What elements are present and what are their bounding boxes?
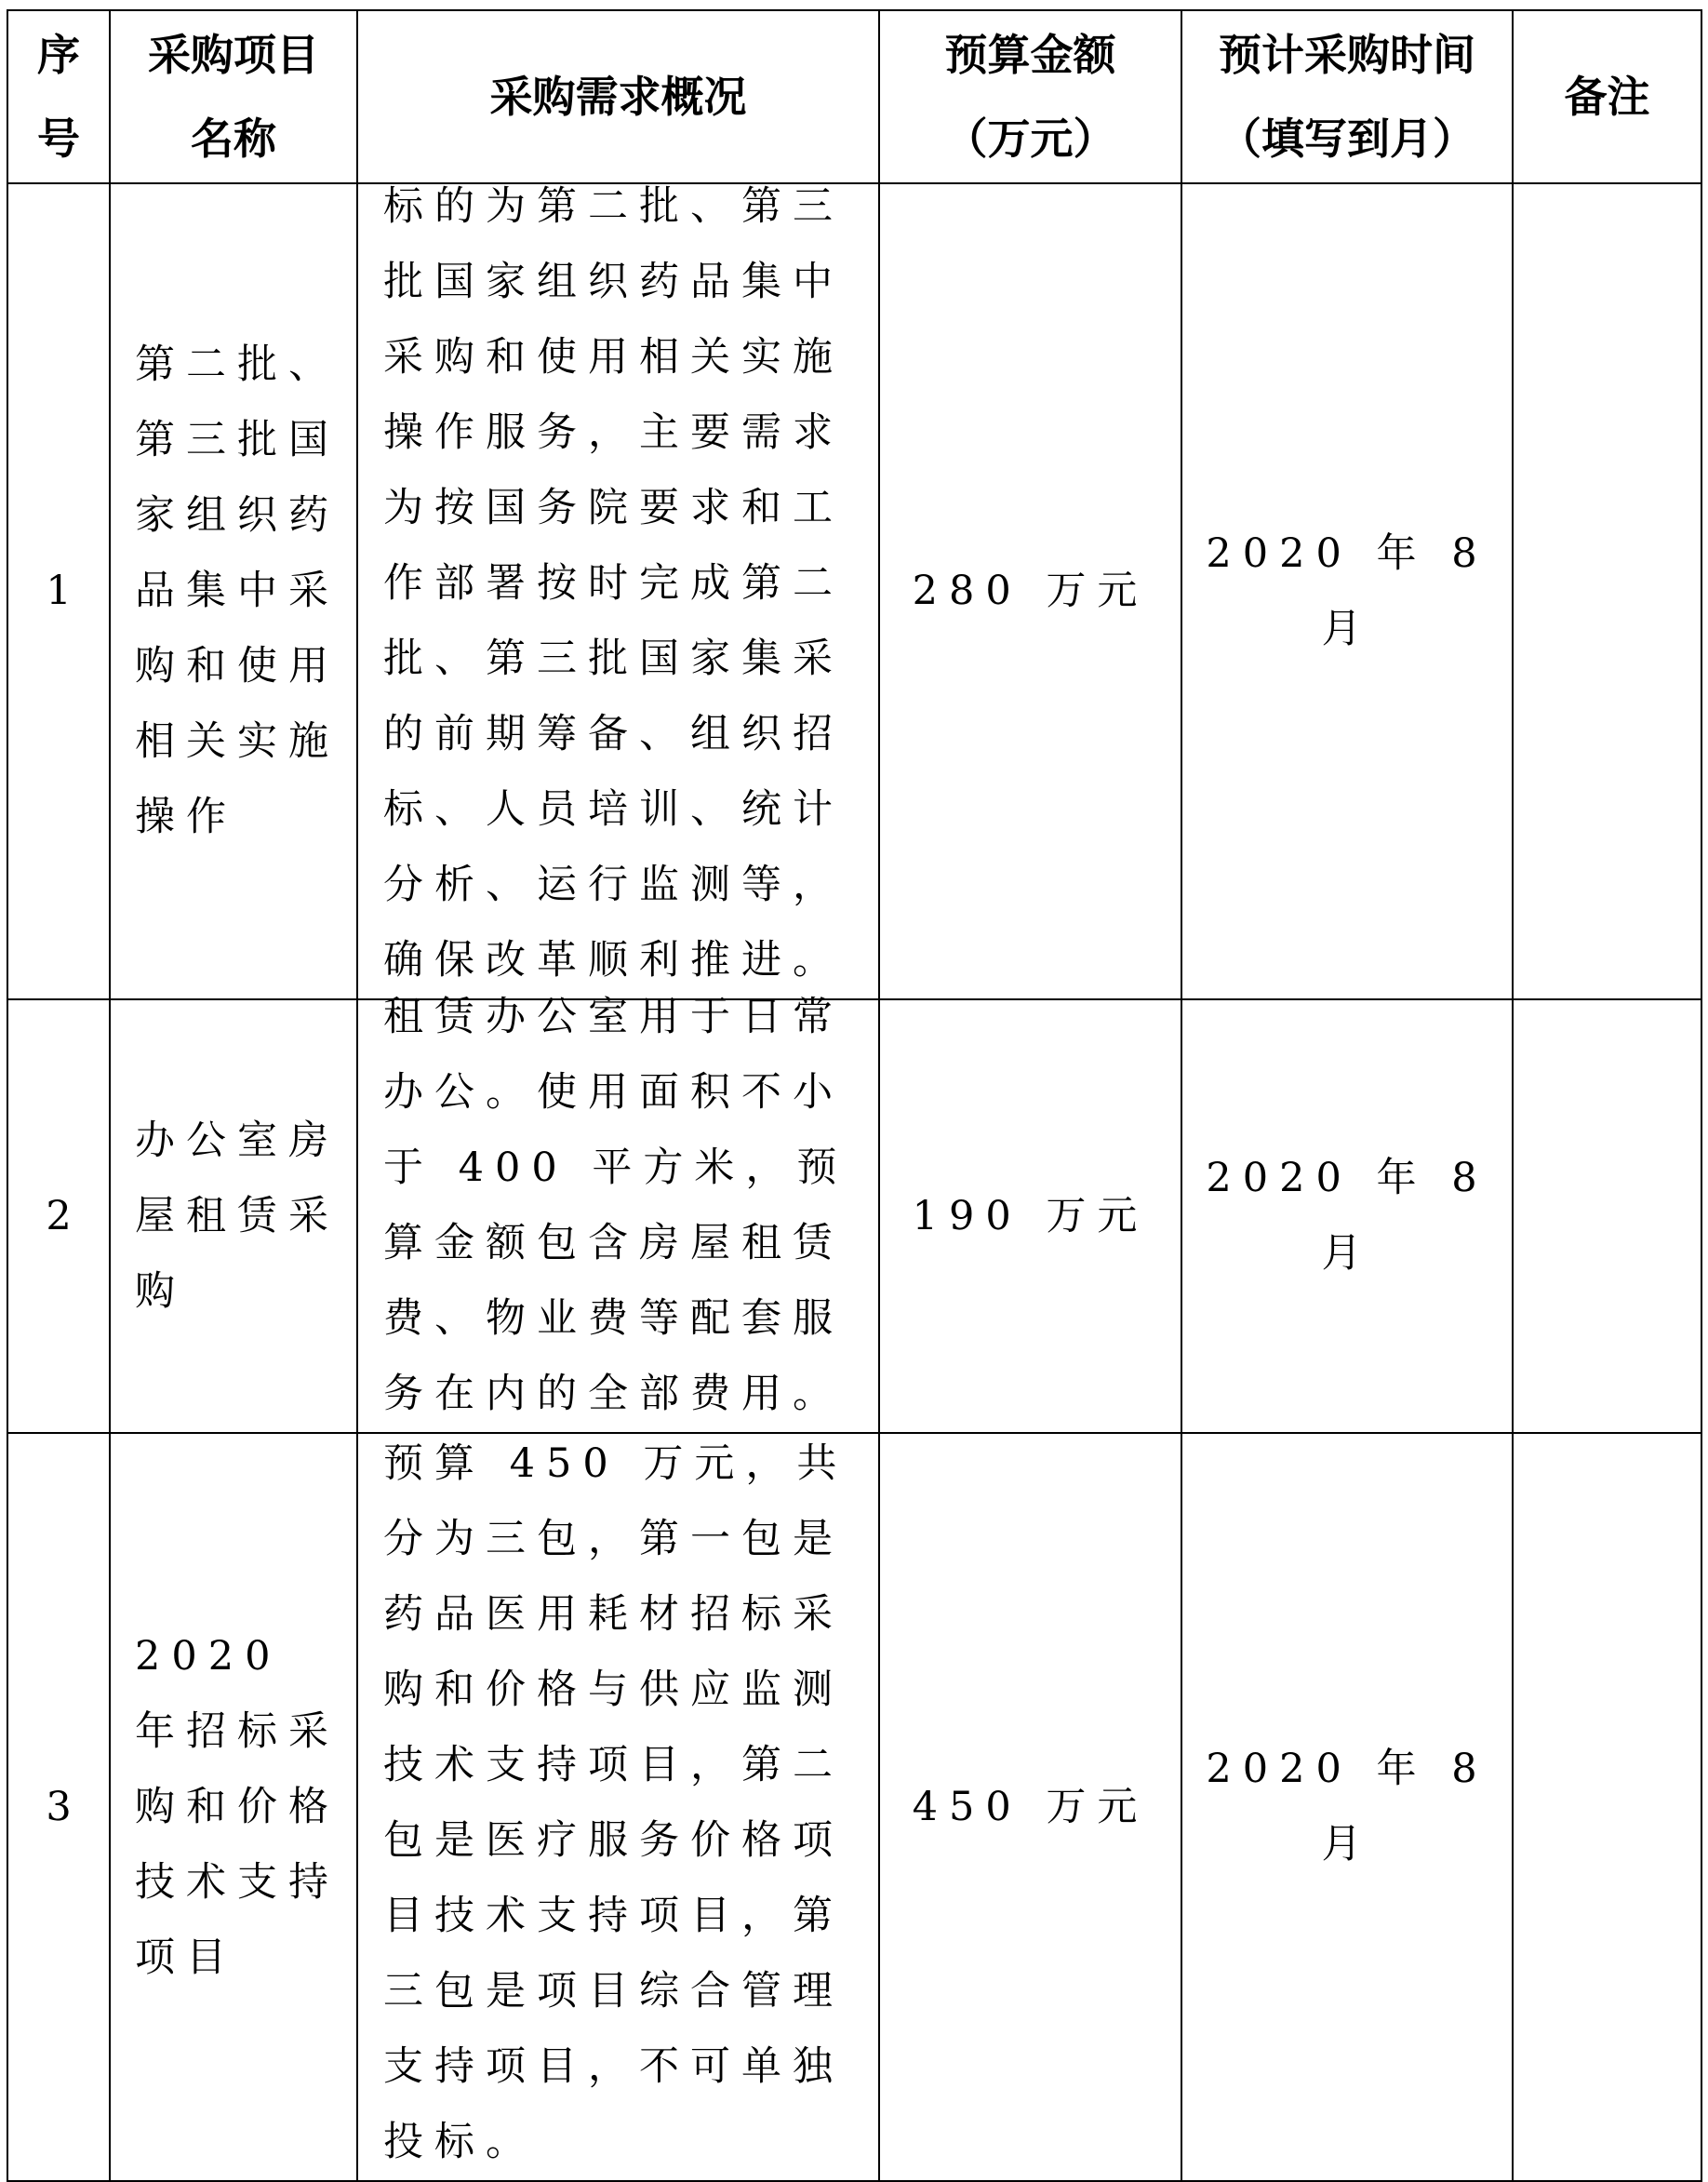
header-budget-line-2: （万元）	[944, 114, 1116, 164]
header-time-line-2: （填写到月）	[1219, 114, 1475, 164]
header-note-line-1: 备注	[1564, 72, 1650, 122]
project-name-cell	[110, 999, 357, 1433]
header-budget-line-1: 预算金额	[944, 30, 1116, 80]
remarks	[1513, 1433, 1701, 2181]
header-time-line-1: 预计采购时间	[1219, 30, 1475, 80]
table-row	[7, 999, 1701, 1433]
table-row	[7, 1433, 1701, 2181]
requirement-desc-cell	[357, 994, 879, 1433]
header-name	[110, 10, 357, 183]
header-budget	[879, 10, 1181, 183]
header-name-line-1: 采购项目	[148, 30, 319, 80]
header-name-line-2: 名称	[191, 114, 276, 164]
planned-time: 2020 年 8 月	[1181, 999, 1513, 1433]
budget-amount: 280 万元	[879, 183, 1181, 999]
row-number: 1	[7, 183, 110, 999]
header-no	[7, 10, 110, 183]
project-name-cell	[110, 183, 357, 999]
planned-time: 2020 年 8 月	[1181, 1433, 1513, 2181]
table-row	[7, 183, 1701, 999]
requirement-desc-cell	[357, 1433, 879, 2181]
header-no-line-1: 序	[37, 30, 80, 80]
requirement-desc: 租赁办公室用于日常办公。使用面积不小于 400 平方米，预算金额包含房屋租赁费、物业费等配套服务在内的全部费用。	[383, 994, 848, 1417]
row-number: 3	[7, 1433, 110, 2181]
planned-time: 2020 年 8 月	[1181, 183, 1513, 999]
procurement-plan-table	[7, 9, 1702, 2182]
requirement-desc-cell	[357, 183, 879, 999]
header-no-line-2: 号	[37, 114, 80, 164]
requirement-desc: 标的为第二批、第三批国家组织药品集中采购和使用相关实施操作服务，主要需求为按国务院要求和工作部署按时完成第二批、第三批国家集采的前期筹备、组织招标、人员培训、统计分析、运行监测等，确保改革顺利推进。	[383, 183, 844, 984]
header-row	[7, 10, 1701, 183]
header-desc-line-1: 采购需求概况	[489, 72, 747, 122]
project-name: 2020 年招标采购和价格技术支持项目	[135, 1632, 340, 1981]
project-name: 第二批、第三批国家组织药品集中采购和使用相关实施操作	[135, 341, 340, 840]
header-desc	[357, 10, 879, 183]
budget-amount: 450 万元	[879, 1433, 1181, 2181]
requirement-desc: 预算 450 万元，共分为三包，第一包是药品医用耗材招标采购和价格与供应监测技术支持项目，第二包是医疗服务价格项目技术支持项目，第三包是项目综合管理支持项目，不可单独投标。	[383, 1440, 848, 2165]
header-time	[1181, 10, 1513, 183]
project-name-cell	[110, 1433, 357, 2181]
remarks	[1513, 999, 1701, 1433]
header-note	[1513, 10, 1701, 183]
project-name: 办公室房屋租赁采购	[135, 1117, 340, 1315]
remarks	[1513, 183, 1701, 999]
row-number: 2	[7, 999, 110, 1433]
budget-amount: 190 万元	[879, 999, 1181, 1433]
